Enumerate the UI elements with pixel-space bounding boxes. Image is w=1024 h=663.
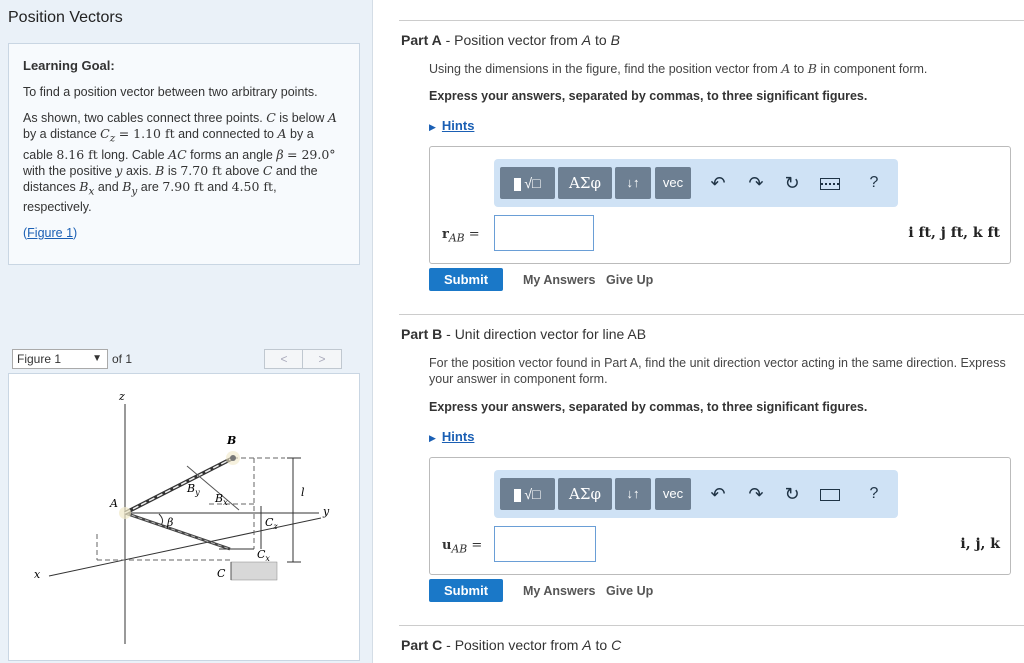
part-b-express: Express your answers, separated by commas, to three significant figures. xyxy=(429,400,868,414)
part-a-variable: $r_{AB}$ = xyxy=(442,227,480,245)
help-button[interactable]: ? xyxy=(869,174,879,191)
templates-button[interactable]: √□ xyxy=(500,478,555,510)
right-panel xyxy=(373,0,1024,663)
part-b-variable: $u_{AB}$ = xyxy=(442,538,483,556)
figure-label: C xyxy=(217,567,226,580)
figure-link[interactable]: Figure 1 xyxy=(27,226,74,240)
figure-select[interactable]: Figure 1 ▼ xyxy=(12,349,108,369)
redo-icon[interactable]: ↷ xyxy=(748,484,764,504)
chevron-down-icon: ▼ xyxy=(92,353,102,364)
learning-goal-description: As shown, two cables connect three points. C is below A by a distance $C_z = 1.10$ ft and connected to A by a cable 8.16 ft long. Cable AC forms an angle β = 29.0° with the positive y axis. B is 7.70 ft above C and the distances $B_x$ and $B_y$ are 7.90 ft and 4.50 ft, respectively. xyxy=(23,110,337,214)
left-panel xyxy=(0,0,373,663)
part-a-my-answers-button[interactable]: My Answers xyxy=(523,273,596,287)
math-toolbar xyxy=(494,470,898,518)
part-a-give-up-button[interactable]: Give Up xyxy=(606,273,654,287)
figure-count: of 1 xyxy=(112,352,133,366)
prev-figure-button[interactable]: < xyxy=(264,349,304,369)
keyboard-icon[interactable] xyxy=(816,167,844,199)
help-button[interactable]: ? xyxy=(869,485,879,502)
part-c-title: Part C - Position vector from A to C xyxy=(401,637,622,653)
page-title: Position Vectors xyxy=(8,9,123,26)
triangle-right-icon: ▶ xyxy=(429,122,436,132)
figure-label: l xyxy=(301,486,305,499)
redo-icon[interactable]: ↷ xyxy=(748,173,764,193)
figure-link-line: (Figure 1) xyxy=(23,226,78,240)
figure-label: x xyxy=(34,568,41,581)
figure-label: A xyxy=(110,497,118,510)
next-figure-button[interactable]: > xyxy=(302,349,342,369)
part-a-submit-button[interactable]: Submit xyxy=(429,268,503,291)
figure-label: $C_x$ xyxy=(257,548,270,563)
part-b-answer-box xyxy=(429,457,1011,575)
reset-icon[interactable]: ↻ xyxy=(784,484,800,504)
figure-label: B xyxy=(227,434,237,447)
part-a-express: Express your answers, separated by commas, to three significant figures. xyxy=(429,89,868,103)
divider xyxy=(399,314,1024,315)
learning-goal-box xyxy=(8,43,360,265)
learning-goal-intro: To find a position vector between two arbitrary points. xyxy=(23,85,318,99)
part-b-hints-link[interactable]: ▶ Hints xyxy=(429,429,475,444)
part-b-title: Part B - Unit direction vector for line AB xyxy=(401,326,647,342)
part-a-units: i ft, j ft, k ft xyxy=(908,225,1000,241)
figure-label: $C_z$ xyxy=(265,516,278,531)
figure-label: β xyxy=(167,516,174,529)
learning-goal-title: Learning Goal: xyxy=(23,58,115,73)
figure-label: y xyxy=(323,505,330,518)
figure-panel xyxy=(8,373,360,661)
part-b-answer-input[interactable] xyxy=(494,526,596,562)
templates-button[interactable]: √□ xyxy=(500,167,555,199)
part-b-submit-button[interactable]: Submit xyxy=(429,579,503,602)
divider xyxy=(399,625,1024,626)
part-b-instructions: For the position vector found in Part A, find the unit direction vector acting in the same direction. Express your answer in component form. xyxy=(429,356,1006,386)
math-toolbar xyxy=(494,159,898,207)
vec-button[interactable]: vec xyxy=(655,167,691,199)
greek-button[interactable]: ΑΣφ xyxy=(558,167,612,199)
arrows-button[interactable]: ↓↑ xyxy=(615,478,651,510)
vec-button[interactable]: vec xyxy=(655,478,691,510)
part-a-instructions: Using the dimensions in the figure, find the position vector from A to B in component form. xyxy=(429,61,928,76)
part-a-hints-link[interactable]: ▶ Hints xyxy=(429,118,475,133)
cable-diagram xyxy=(9,374,359,660)
part-a-answer-box xyxy=(429,146,1011,264)
part-b-give-up-button[interactable]: Give Up xyxy=(606,584,654,598)
figure-label: $B_y$ xyxy=(187,482,200,497)
part-a-answer-input[interactable] xyxy=(494,215,594,251)
part-b-units: i, j, k xyxy=(960,536,1000,552)
figure-label: $B_x$ xyxy=(215,492,228,507)
figure-navigation-bar xyxy=(12,349,360,369)
part-a-title: Part A - Position vector from A to B xyxy=(401,32,620,48)
reset-icon[interactable]: ↻ xyxy=(784,173,800,193)
undo-icon[interactable]: ↶ xyxy=(710,484,726,504)
greek-button[interactable]: ΑΣφ xyxy=(558,478,612,510)
part-b-my-answers-button[interactable]: My Answers xyxy=(523,584,596,598)
undo-icon[interactable]: ↶ xyxy=(710,173,726,193)
divider xyxy=(399,20,1024,21)
keyboard-icon[interactable] xyxy=(816,478,844,510)
triangle-right-icon: ▶ xyxy=(429,433,436,443)
arrows-button[interactable]: ↓↑ xyxy=(615,167,651,199)
figure-label: z xyxy=(119,390,125,403)
